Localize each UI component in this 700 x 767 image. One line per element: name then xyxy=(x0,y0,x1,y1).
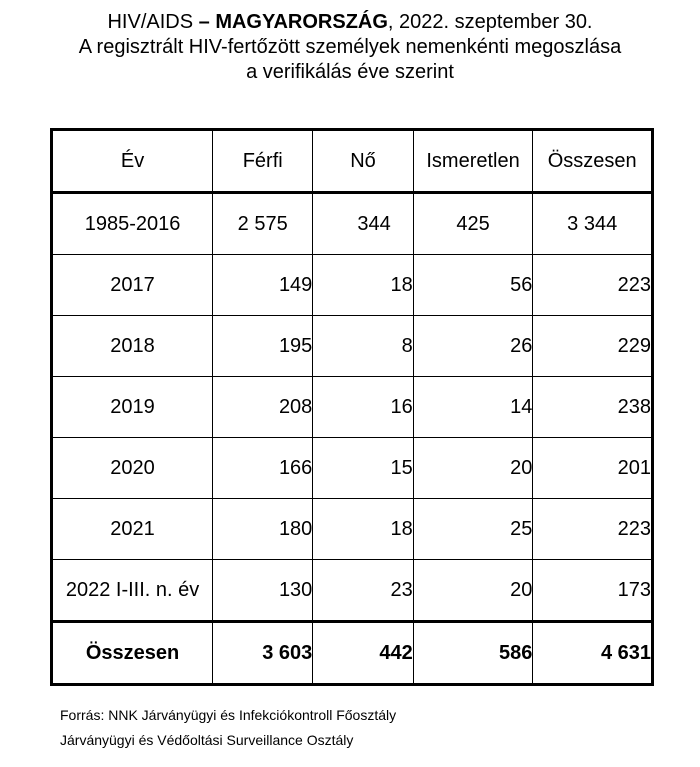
cell-ismeretlen: 14 xyxy=(413,377,533,438)
cell-ismeretlen: 20 xyxy=(413,560,533,622)
total-no: 442 xyxy=(313,622,413,685)
source-line-1: Forrás: NNK Járványügyi és Infekciókontroll Főosztály xyxy=(60,707,397,723)
cell-year: 2021 xyxy=(52,499,213,560)
total-osszesen: 4 631 xyxy=(533,622,653,685)
cell-osszesen: 223 xyxy=(533,499,653,560)
cell-ismeretlen: 20 xyxy=(413,438,533,499)
table-row xyxy=(52,255,653,316)
header-ev: Év xyxy=(52,130,213,193)
cell-no: 344 xyxy=(313,193,413,255)
table-total-row xyxy=(52,622,653,685)
cell-ferfi: 180 xyxy=(213,499,313,560)
cell-no: 23 xyxy=(313,560,413,622)
title-line-3: a verifikálás éve szerint xyxy=(246,61,454,83)
cell-ferfi: 166 xyxy=(213,438,313,499)
cell-ferfi: 208 xyxy=(213,377,313,438)
cell-ferfi: 2 575 xyxy=(213,193,313,255)
table-row xyxy=(52,499,653,560)
table-header-row xyxy=(52,130,653,193)
title-prefix: HIV/AIDS xyxy=(107,11,199,33)
cell-year: 2017 xyxy=(52,255,213,316)
total-ferfi: 3 603 xyxy=(213,622,313,685)
cell-no: 16 xyxy=(313,377,413,438)
cell-ferfi: 195 xyxy=(213,316,313,377)
source-line-2: Járványügyi és Védőoltási Surveillance Osztály xyxy=(60,732,354,748)
cell-ferfi: 130 xyxy=(213,560,313,622)
header-ferfi: Férfi xyxy=(213,130,313,193)
cell-ismeretlen: 56 xyxy=(413,255,533,316)
table-row xyxy=(52,316,653,377)
cell-year: 2020 xyxy=(52,438,213,499)
cell-ismeretlen: 425 xyxy=(413,193,533,255)
header-ismeretlen: Ismeretlen xyxy=(413,130,533,193)
cell-no: 8 xyxy=(313,316,413,377)
cell-ismeretlen: 26 xyxy=(413,316,533,377)
cell-no: 18 xyxy=(313,499,413,560)
cell-osszesen: 173 xyxy=(533,560,653,622)
header-no: Nő xyxy=(313,130,413,193)
total-ismeretlen: 586 xyxy=(413,622,533,685)
hiv-data-table xyxy=(50,128,654,686)
cell-year: 2018 xyxy=(52,316,213,377)
cell-osszesen: 3 344 xyxy=(533,193,653,255)
title-date: , 2022. szeptember 30. xyxy=(387,11,593,33)
table-row xyxy=(52,560,653,622)
title-line-1 xyxy=(0,10,700,35)
title-country: MAGYARORSZÁG xyxy=(215,11,388,33)
title-line-2: A regisztrált HIV-fertőzött személyek nemenkénti megoszlása xyxy=(78,36,622,58)
cell-no: 18 xyxy=(313,255,413,316)
table-row xyxy=(52,438,653,499)
cell-osszesen: 238 xyxy=(533,377,653,438)
cell-year: 2022 I-III. n. év xyxy=(52,560,213,622)
cell-year: 1985-2016 xyxy=(52,193,213,255)
cell-ferfi: 149 xyxy=(213,255,313,316)
cell-osszesen: 201 xyxy=(533,438,653,499)
table-row xyxy=(52,377,653,438)
cell-no: 15 xyxy=(313,438,413,499)
cell-osszesen: 223 xyxy=(533,255,653,316)
source-note xyxy=(60,703,396,753)
title-dash: – xyxy=(198,11,210,33)
cell-year: 2019 xyxy=(52,377,213,438)
cell-ismeretlen: 25 xyxy=(413,499,533,560)
header-osszesen: Összesen xyxy=(533,130,653,193)
table-row xyxy=(52,193,653,255)
cell-osszesen: 229 xyxy=(533,316,653,377)
total-label: Összesen xyxy=(52,622,213,685)
page-title xyxy=(0,10,700,85)
